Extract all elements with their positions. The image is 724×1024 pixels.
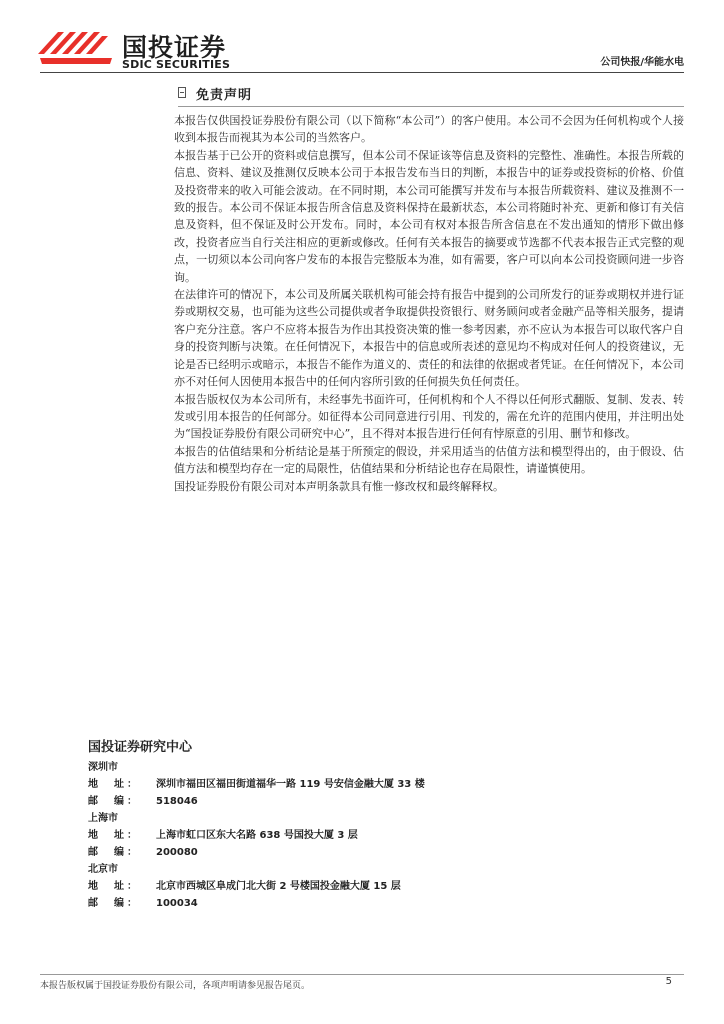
office-address-row [88,878,648,895]
section-divider [178,106,684,107]
logo-english-name: SDIC SECURITIES [122,58,231,71]
disclaimer-paragraph: 本报告的估值结果和分析结论是基于所预定的假设，并采用适当的估值方法和模型得出的，由于假设、估值方法和模型均存在一定的局限性，估值结果和分析结论也存在局限性，请谨慎使用。 [174,444,684,476]
address-label: 地 址： [88,830,140,841]
page-number: 5 [665,976,672,987]
postcode-label: 邮 编： [88,898,140,909]
disclaimer-paragraph: 国投证券股份有限公司对本声明条款具有惟一修改权和最终解释权。 [174,479,504,493]
office-city: 北京市 [88,864,118,875]
office-address: 深圳市福田区福田街道福华一路 119 号安信金融大厦 33 楼 [156,779,425,790]
office-beijing [88,861,648,912]
footer-divider [40,974,684,975]
disclaimer-body [174,112,684,495]
office-city: 深圳市 [88,762,118,773]
office-address: 上海市虹口区东大名路 638 号国投大厦 3 层 [156,830,358,841]
disclaimer-paragraph: 在法律许可的情况下，本公司及所属关联机构可能会持有报告中提到的公司所发行的证券或期权并进行证券或期权交易，也可能为这些公司提供或者争取提供投资银行、财务顾问或者金融产品等相关服务，提请客户充分注意。客户不应将本报告为作出其投资决策的惟一参考因素，亦不应认为本报告可以取代客户自身的投资判断与决策。在任何情况下，本报告中的信息或所表述的意见均不构成对任何人的投资建议，无论是否已经明示或暗示，本报告不能作为道义的、责任的和法律的依据或者凭证。在任何情况下，本公司亦不对任何人因使用本报告中的任何内容所引致的任何损失负任何责任。 [174,288,684,389]
office-address-row [88,776,648,793]
disclaimer-paragraph: 本报告仅供国投证券股份有限公司（以下简称“本公司”）的客户使用。本公司不会因为任何机构或个人接收到本报告而视其为本公司的当然客户。 [174,114,684,145]
office-address-row [88,827,648,844]
office-postcode-row [88,844,648,861]
disclaimer-paragraph: 本报告基于已公开的资料或信息撰写，但本公司不保证该等信息及资料的完整性、准确性。本报告所载的信息、资料、建议及推测仅反映本公司于本报告发布当日的判断，本报告中的证券或投资标的价格、价值及投资带来的收入可能会波动。在不同时期，本公司可能撰写并发布与本报告所载资料、建议及推测不一致的报告。本公司不保证本报告所含信息及资料保持在最新状态，本公司将随时补充、更新和修订有关信息及资料，但不保证及时公开发布。同时，本公司有权对本报告所含信息在不发出通知的情形下做出修改，投资者应当自行关注相应的更新或修改。任何有关本报告的摘要或节选都不代表本报告正式完整的观点，一切须以本公司向客户发布的本报告完整版本为准，如有需要，客户可以向本公司投资顾问进一步咨询。 [174,148,684,284]
address-label: 地 址： [88,881,140,892]
research-center-contacts [88,736,648,912]
header-divider [40,72,684,73]
logo-chinese-name: 国投证券 [122,33,227,62]
office-address: 北京市西城区阜成门北大街 2 号楼国投金融大厦 15 层 [156,881,401,892]
footer-copyright: 本报告版权属于国投证券股份有限公司，各项声明请参见报告尾页。 [40,981,311,991]
office-postcode-row [88,895,648,912]
office-shenzhen [88,759,648,810]
document-icon [178,87,186,98]
postcode-label: 邮 编： [88,847,140,858]
report-type: 公司快报/华能水电 [600,57,684,68]
office-shanghai [88,810,648,861]
office-postcode-row [88,793,648,810]
disclaimer-title: 免责声明 [196,88,253,103]
disclaimer-paragraph: 本报告版权仅为本公司所有，未经事先书面许可，任何机构和个人不得以任何形式翻版、复制、发表、转发或引用本报告的任何部分。如征得本公司同意进行引用、刊发的，需在允许的范围内使用，并注明出处为“国投证券股份有限公司研究中心”，且不得对本报告进行任何有悖原意的引用、删节和修改。 [174,392,684,441]
logo-mark-icon [38,24,114,68]
office-city: 上海市 [88,813,118,824]
office-postcode: 518046 [156,796,198,807]
postcode-label: 邮 编： [88,796,140,807]
office-postcode: 200080 [156,847,198,858]
office-postcode: 100034 [156,898,198,909]
research-center-name: 国投证券研究中心 [88,740,193,755]
address-label: 地 址： [88,779,140,790]
